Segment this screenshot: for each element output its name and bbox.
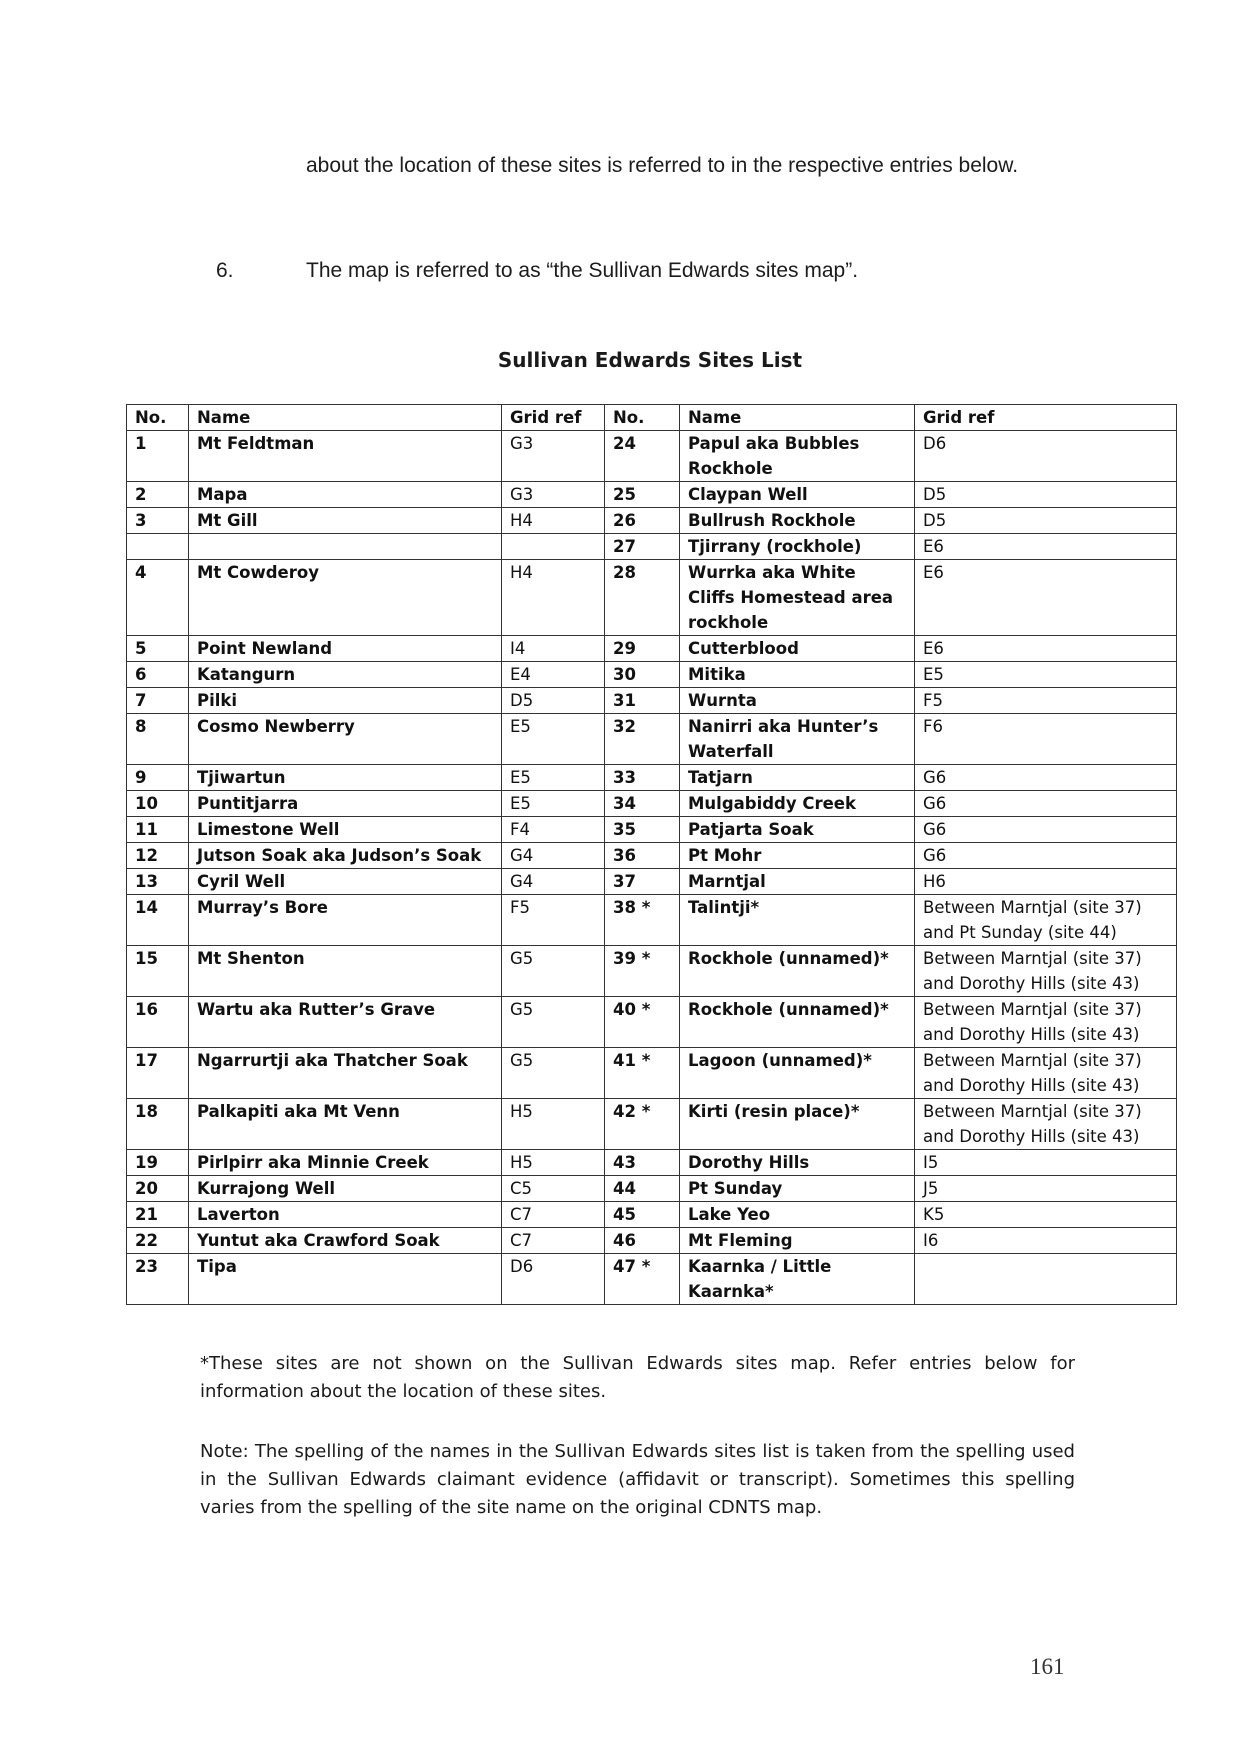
grid-ref: Between Marntjal (site 37) and Dorothy Hills (site 43) [915,1099,1177,1150]
table-row [127,508,1177,534]
table-row [127,1176,1177,1202]
table-title: Sullivan Edwards Sites List [497,348,803,372]
site-name: Yuntut aka Crawford Soak [189,1228,502,1254]
site-number: 44 [605,1176,680,1202]
site-number: 10 [127,791,189,817]
site-number: 18 [127,1099,189,1150]
footnote-asterisk: *These sites are not shown on the Sullivan Edwards sites map. Refer entries below for information about the location of these sites. [200,1353,1075,1402]
grid-ref [502,534,605,560]
table-row [127,662,1177,688]
site-name: Papul aka Bubbles Rockhole [680,431,915,482]
grid-ref: E6 [915,560,1177,636]
site-name: Dorothy Hills [680,1150,915,1176]
grid-ref: D5 [502,688,605,714]
grid-ref: G5 [502,1048,605,1099]
column-header-name: Name [680,405,915,431]
site-name: Mapa [189,482,502,508]
column-header-grid-ref: Grid ref [915,405,1177,431]
table-row [127,997,1177,1048]
site-number: 25 [605,482,680,508]
table-row [127,1099,1177,1150]
table-row [127,1202,1177,1228]
grid-ref: G6 [915,843,1177,869]
site-name: Lake Yeo [680,1202,915,1228]
site-number: 16 [127,997,189,1048]
grid-ref: H5 [502,1150,605,1176]
site-name: Pilki [189,688,502,714]
site-name: Tipa [189,1254,502,1305]
site-name: Nanirri aka Hunter’s Waterfall [680,714,915,765]
site-number: 45 [605,1202,680,1228]
grid-ref: G6 [915,765,1177,791]
grid-ref: E5 [502,791,605,817]
continuation-paragraph: about the location of these sites is referred to in the respective entries below. [306,154,1019,177]
site-number: 29 [605,636,680,662]
site-number: 23 [127,1254,189,1305]
site-name: Kirti (resin place)* [680,1099,915,1150]
grid-ref: F5 [915,688,1177,714]
grid-ref: Between Marntjal (site 37) and Pt Sunday (site 44) [915,895,1177,946]
site-name: Jutson Soak aka Judson’s Soak [189,843,502,869]
site-number: 11 [127,817,189,843]
grid-ref: I4 [502,636,605,662]
column-header-no: No. [127,405,189,431]
paragraph-text: The map is referred to as “the Sullivan Edwards sites map”. [306,259,859,282]
site-name: Mt Cowderoy [189,560,502,636]
grid-ref: G3 [502,431,605,482]
page-number: 161 [1030,1654,1065,1679]
grid-ref: J5 [915,1176,1177,1202]
table-row [127,1150,1177,1176]
table-row [127,431,1177,482]
grid-ref: H4 [502,508,605,534]
grid-ref: Between Marntjal (site 37) and Dorothy Hills (site 43) [915,997,1177,1048]
site-number: 19 [127,1150,189,1176]
site-name: Murray’s Bore [189,895,502,946]
table-row [127,714,1177,765]
paragraph-number: 6. [216,259,234,282]
grid-ref: H4 [502,560,605,636]
site-name: Bullrush Rockhole [680,508,915,534]
site-number: 40 * [605,997,680,1048]
grid-ref: G4 [502,869,605,895]
site-number: 7 [127,688,189,714]
column-header-grid-ref: Grid ref [502,405,605,431]
grid-ref: H5 [502,1099,605,1150]
site-name: Cosmo Newberry [189,714,502,765]
table-row [127,843,1177,869]
site-number: 46 [605,1228,680,1254]
site-number [127,534,189,560]
site-name: Cutterblood [680,636,915,662]
grid-ref: E5 [502,765,605,791]
site-name: Talintji* [680,895,915,946]
grid-ref: E5 [502,714,605,765]
site-name: Lagoon (unnamed)* [680,1048,915,1099]
grid-ref: Between Marntjal (site 37) and Dorothy Hills (site 43) [915,946,1177,997]
site-name: Marntjal [680,869,915,895]
site-name: Mt Fleming [680,1228,915,1254]
site-name: Mitika [680,662,915,688]
site-number: 37 [605,869,680,895]
grid-ref: I5 [915,1150,1177,1176]
table-row [127,765,1177,791]
table-row [127,1228,1177,1254]
site-name: Pt Mohr [680,843,915,869]
site-number: 9 [127,765,189,791]
site-number: 34 [605,791,680,817]
grid-ref: E5 [915,662,1177,688]
site-name: Wurnta [680,688,915,714]
grid-ref: D5 [915,482,1177,508]
site-number: 32 [605,714,680,765]
site-name: Katangurn [189,662,502,688]
grid-ref: G6 [915,817,1177,843]
site-name: Point Newland [189,636,502,662]
table-row [127,636,1177,662]
table-row [127,895,1177,946]
table-row [127,560,1177,636]
grid-ref: F5 [502,895,605,946]
site-number: 15 [127,946,189,997]
site-number: 30 [605,662,680,688]
site-name: Puntitjarra [189,791,502,817]
table-row [127,1254,1177,1305]
site-name: Wurrka aka White Cliffs Homestead area rockhole [680,560,915,636]
grid-ref: C5 [502,1176,605,1202]
site-name: Kurrajong Well [189,1176,502,1202]
site-name: Kaarnka / Little Kaarnka* [680,1254,915,1305]
site-number: 39 * [605,946,680,997]
site-number: 24 [605,431,680,482]
grid-ref: G4 [502,843,605,869]
grid-ref: I6 [915,1228,1177,1254]
site-number: 47 * [605,1254,680,1305]
site-number: 33 [605,765,680,791]
site-number: 28 [605,560,680,636]
site-name: Rockhole (unnamed)* [680,997,915,1048]
site-name: Limestone Well [189,817,502,843]
site-name: Tjiwartun [189,765,502,791]
grid-ref: K5 [915,1202,1177,1228]
site-number: 14 [127,895,189,946]
table-row [127,946,1177,997]
grid-ref: G5 [502,997,605,1048]
table-row [127,534,1177,560]
grid-ref: D6 [502,1254,605,1305]
site-number: 12 [127,843,189,869]
site-number: 17 [127,1048,189,1099]
grid-ref: H6 [915,869,1177,895]
site-number: 2 [127,482,189,508]
site-name: Tjirrany (rockhole) [680,534,915,560]
grid-ref: C7 [502,1228,605,1254]
site-number: 8 [127,714,189,765]
site-number: 42 * [605,1099,680,1150]
grid-ref [915,1254,1177,1305]
sites-table [126,404,1177,1305]
grid-ref: E4 [502,662,605,688]
grid-ref: Between Marntjal (site 37) and Dorothy Hills (site 43) [915,1048,1177,1099]
grid-ref: E6 [915,534,1177,560]
site-name: Pirlpirr aka Minnie Creek [189,1150,502,1176]
table-row [127,688,1177,714]
site-name: Mt Feldtman [189,431,502,482]
site-number: 31 [605,688,680,714]
table-row [127,482,1177,508]
table-body [127,431,1177,1305]
column-header-no: No. [605,405,680,431]
site-number: 43 [605,1150,680,1176]
grid-ref: E6 [915,636,1177,662]
site-number: 26 [605,508,680,534]
grid-ref: F4 [502,817,605,843]
site-number: 41 * [605,1048,680,1099]
table-row [127,791,1177,817]
site-name: Patjarta Soak [680,817,915,843]
site-number: 21 [127,1202,189,1228]
grid-ref: F6 [915,714,1177,765]
table-row [127,869,1177,895]
site-number: 5 [127,636,189,662]
site-number: 22 [127,1228,189,1254]
table-header-row [127,405,1177,431]
site-name: Wartu aka Rutter’s Grave [189,997,502,1048]
site-name: Pt Sunday [680,1176,915,1202]
site-name [189,534,502,560]
site-number: 3 [127,508,189,534]
site-name: Laverton [189,1202,502,1228]
site-name: Mt Shenton [189,946,502,997]
site-name: Cyril Well [189,869,502,895]
site-name: Ngarrurtji aka Thatcher Soak [189,1048,502,1099]
grid-ref: G3 [502,482,605,508]
grid-ref: D5 [915,508,1177,534]
site-name: Claypan Well [680,482,915,508]
site-name: Mulgabiddy Creek [680,791,915,817]
site-number: 27 [605,534,680,560]
site-number: 20 [127,1176,189,1202]
site-number: 1 [127,431,189,482]
site-name: Mt Gill [189,508,502,534]
site-number: 13 [127,869,189,895]
grid-ref: G6 [915,791,1177,817]
site-name: Tatjarn [680,765,915,791]
site-name: Palkapiti aka Mt Venn [189,1099,502,1150]
site-number: 36 [605,843,680,869]
site-number: 6 [127,662,189,688]
footnote-spelling-note: Note: The spelling of the names in the Sullivan Edwards sites list is taken from the spelling used in the Sullivan Edwards claimant evidence (affidavit or transcript). Sometimes this spelling varies from the spelling of the site name on the original CDNTS map. [200,1441,1075,1518]
table-row [127,817,1177,843]
grid-ref: D6 [915,431,1177,482]
grid-ref: C7 [502,1202,605,1228]
site-name: Rockhole (unnamed)* [680,946,915,997]
column-header-name: Name [189,405,502,431]
site-number: 38 * [605,895,680,946]
site-number: 35 [605,817,680,843]
grid-ref: G5 [502,946,605,997]
site-number: 4 [127,560,189,636]
table-row [127,1048,1177,1099]
